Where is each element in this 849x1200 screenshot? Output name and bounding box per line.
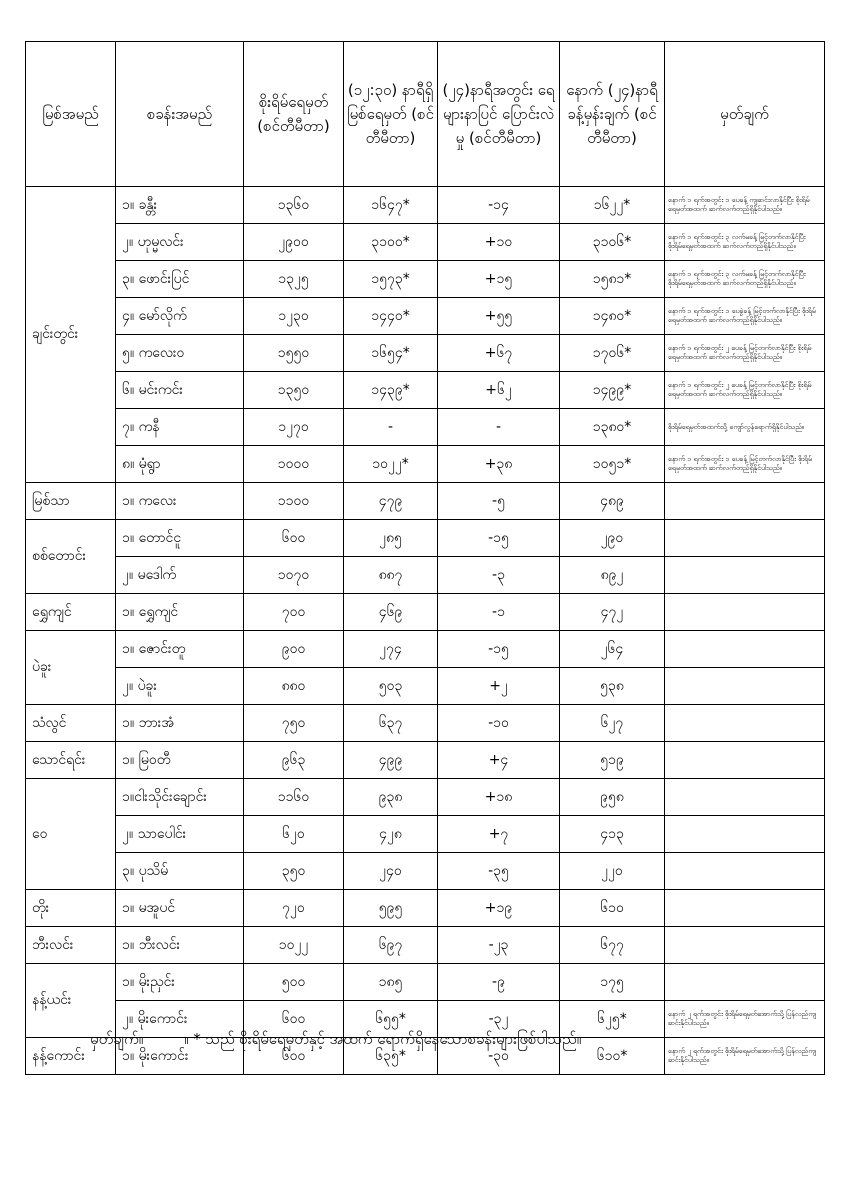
river-name: နန့်ယင်း [26, 964, 116, 1038]
change-cell: +၆၂ [438, 372, 560, 409]
remark-cell: နောက် ၁ ရက်အတွင်း ၁ ပေခွဲခန့် မြင့်တက်လာနိုင်ပြီး စိုးရိမ်ရေမှတ်အထက် ဆက်လက်တည်ရှိနိုင်ပါသည်။ [665, 298, 825, 335]
change-cell: +၇ [438, 816, 560, 853]
remark-cell [665, 890, 825, 927]
station-name: ၃။ ပုသိမ် [116, 853, 244, 890]
remark-cell: နောက် ၁ ရက်အတွင်း ၁ ပေခန့် မြင့်တက်လာနိုင်ပြီး စိုးရိမ်ရေမှတ်အထက် ဆက်လက်တည်ရှိနိုင်ပါသည်။ [665, 446, 825, 483]
change-cell: +၂ [438, 668, 560, 705]
danger-level-cell: ၁၁၆၀ [244, 779, 344, 816]
forecast-cell: ၈၉၂ [560, 557, 665, 594]
danger-level-cell: ၆၂၀ [244, 816, 344, 853]
change-cell: +၃၈ [438, 446, 560, 483]
current-level-cell: ၃၁၀၀* [344, 224, 438, 261]
current-level-cell: ၄၆၉ [344, 594, 438, 631]
table-row [26, 520, 825, 557]
forecast-cell: ၅၃၈ [560, 668, 665, 705]
station-name: ၁။ ဘားအံ [116, 705, 244, 742]
change-cell: -၁၅ [438, 631, 560, 668]
table-row [26, 594, 825, 631]
danger-level-cell: ၇၂၀ [244, 890, 344, 927]
change-cell: -၃၂ [438, 1001, 560, 1038]
current-level-cell: ၁၄၄၀* [344, 298, 438, 335]
table-row [26, 668, 825, 705]
danger-level-cell: ၅၀၀ [244, 964, 344, 1001]
station-name: ၁။ မိုးညှင်း [116, 964, 244, 1001]
danger-level-cell: ၁၂၇၀ [244, 409, 344, 446]
current-level-cell: ၂၇၄ [344, 631, 438, 668]
danger-level-cell: ၇၅၀ [244, 705, 344, 742]
danger-level-cell: ၆၀၀ [244, 520, 344, 557]
danger-level-cell: ၁၀၇၀ [244, 557, 344, 594]
river-name: စစ်တောင်း [26, 520, 116, 594]
change-cell: -၉ [438, 964, 560, 1001]
danger-level-cell: ၁၃၂၅ [244, 261, 344, 298]
river-name: ဘီးလင်း [26, 927, 116, 964]
change-cell: +၅၅ [438, 298, 560, 335]
danger-level-cell: ၃၅၀ [244, 853, 344, 890]
danger-level-cell: ၆၀၀ [244, 1038, 344, 1075]
remark-cell: နောက် ၁ ရက်အတွင်း ၂ ပေခန့် မြင့်တက်လာနိုင်ပြီး စိုးရိမ်ရေမှတ်အထက် ဆက်လက်တည်ရှိနိုင်ပါသည်။ [665, 335, 825, 372]
change-cell: -၁၅ [438, 520, 560, 557]
remark-cell [665, 964, 825, 1001]
forecast-cell: ၃၁၀၆* [560, 224, 665, 261]
table-row [26, 853, 825, 890]
station-name: ၂။ မဒေါက် [116, 557, 244, 594]
current-level-cell: ၆၉၇ [344, 927, 438, 964]
footnote-text: ။ * သည် စိုးရိမ်ရေမှတ်နှင့် အထက် ရောက်ရှိနေသောစခန်းများဖြစ်ပါသည်။ [183, 1030, 582, 1048]
station-name: ၅။ ကလေးဝ [116, 335, 244, 372]
remark-cell [665, 520, 825, 557]
danger-level-cell: ၁၃၆၀ [244, 187, 344, 224]
change-cell: +၁၅ [438, 261, 560, 298]
header-danger-level: စိုးရိမ်ရေမှတ် (စင်တီမီတာ) [244, 42, 344, 187]
current-level-cell: - [344, 409, 438, 446]
remark-cell [665, 594, 825, 631]
header-forecast: နောက် (၂၄)နာရီ ခန့်မှန်းချက် (စင်တီမီတာ) [560, 42, 665, 187]
table-row [26, 705, 825, 742]
current-level-cell: ၁၅၇၃* [344, 261, 438, 298]
river-level-table [25, 41, 825, 1075]
forecast-cell: ၆၇၇ [560, 927, 665, 964]
current-level-cell: ၆၃၇ [344, 705, 438, 742]
station-name: ၁။ ကလေး [116, 483, 244, 520]
river-name: နန့်ကောင်း [26, 1038, 116, 1075]
current-level-cell: ၁၄၃၉* [344, 372, 438, 409]
header-river: မြစ်အမည် [26, 42, 116, 187]
table-row [26, 298, 825, 335]
danger-level-cell: ၉၆၃ [244, 742, 344, 779]
header-row [26, 42, 825, 187]
current-level-cell: ၁၀၂၂* [344, 446, 438, 483]
forecast-cell: ၆၁၀* [560, 1038, 665, 1075]
change-cell: -၃၀ [438, 1038, 560, 1075]
remark-cell [665, 668, 825, 705]
table-row [26, 631, 825, 668]
change-cell: -၃၅ [438, 853, 560, 890]
forecast-cell: ၆၂၇ [560, 705, 665, 742]
remark-cell: နောက် ၁ ရက်အတွင်း ၃ လက်မခန့် မြင့်တက်လာနိုင်ပြီး စိုးရိမ်ရေမှတ်အထက် ဆက်လက်တည်ရှိနိုင်ပါသည်။ [665, 261, 825, 298]
table-row [26, 409, 825, 446]
river-name: ဝေ [26, 779, 116, 890]
station-name: ၁။ မအူပင် [116, 890, 244, 927]
danger-level-cell: ၁၀၀၀ [244, 446, 344, 483]
change-cell: +၁၀ [438, 224, 560, 261]
current-level-cell: ၁၆၅၄* [344, 335, 438, 372]
remark-cell: နောက် ၁ ရက်အတွင်း ၃ လက်မခန့် မြင့်တက်လာနိုင်ပြီး စိုးရိမ်ရေမှတ်အထက် ဆက်လက်တည်ရှိနိုင်ပါသည်။ [665, 224, 825, 261]
station-name: ၁။ ခန္တီး [116, 187, 244, 224]
current-level-cell: ၈၈၇ [344, 557, 438, 594]
station-name: ၇။ ကနီ [116, 409, 244, 446]
forecast-cell: ၁၇၅ [560, 964, 665, 1001]
remark-cell [665, 705, 825, 742]
change-cell: -၁၀ [438, 705, 560, 742]
station-name: ၁။ ဘီးလင်း [116, 927, 244, 964]
river-name: မြစ်သာ [26, 483, 116, 520]
danger-level-cell: ၁၅၅၀ [244, 335, 344, 372]
station-name: ၂။ မိုးကောင်း [116, 1001, 244, 1038]
header-24h-change: (၂၄)နာရီအတွင်း ရေများနာပြင် ပြောင်းလဲမှု (စင်တီမီတာ) [438, 42, 560, 187]
current-level-cell: ၆၅၅* [344, 1001, 438, 1038]
header-station: စခန်းအမည် [116, 42, 244, 187]
forecast-cell: ၂၆၄ [560, 631, 665, 668]
river-name: ရွှေကျင် [26, 594, 116, 631]
station-name: ၁။ ဇောင်းတူ [116, 631, 244, 668]
river-name: တိုး [26, 890, 116, 927]
forecast-cell: ၅၁၉ [560, 742, 665, 779]
change-cell: -၂၃ [438, 927, 560, 964]
danger-level-cell: ၂၉၀၀ [244, 224, 344, 261]
forecast-cell: ၂၉၀ [560, 520, 665, 557]
forecast-cell: ၄၇၂ [560, 594, 665, 631]
river-name: ပဲခူး [26, 631, 116, 705]
table-body [26, 187, 825, 1075]
remark-cell [665, 853, 825, 890]
station-name: ၆။ မင်းကင်း [116, 372, 244, 409]
remark-cell [665, 557, 825, 594]
forecast-cell: ၁၀၅၁* [560, 446, 665, 483]
table-row [26, 224, 825, 261]
forecast-cell: ၁၇၀၆* [560, 335, 665, 372]
header-current-level: (၁၂:၃၀) နာရီရှိ မြစ်ရေမှတ် (စင်တီမီတာ) [344, 42, 438, 187]
forecast-cell: ၁၅၈၁* [560, 261, 665, 298]
station-name: ၄။ မော်လိုက် [116, 298, 244, 335]
forecast-cell: ၄၁၃ [560, 816, 665, 853]
change-cell: -၁ [438, 594, 560, 631]
forecast-cell: ၁၄၉၉* [560, 372, 665, 409]
table-row [26, 557, 825, 594]
current-level-cell: ၉၃၈ [344, 779, 438, 816]
station-name: ၂။ သာပေါင်း [116, 816, 244, 853]
station-name: ၂။ ဟုမ္မလင်း [116, 224, 244, 261]
forecast-cell: ၄၈၉ [560, 483, 665, 520]
danger-level-cell: ၁၁၀၀ [244, 483, 344, 520]
danger-level-cell: ၁၃၅၀ [244, 372, 344, 409]
forecast-cell: ၆၁၀ [560, 890, 665, 927]
remark-cell: နောက် ၁ ရက်အတွင်း ၁ ပေခန့် ကျဆင်းလာနိုင်ပြီး စိုးရိမ်ရေမှတ်အထက် ဆက်လက်တည်ရှိနိုင်ပါသည်။ [665, 187, 825, 224]
table-row [26, 742, 825, 779]
station-name: ၁။ တောင်ငူ [116, 520, 244, 557]
current-level-cell: ၅၉၅ [344, 890, 438, 927]
table-row [26, 927, 825, 964]
change-cell: +၁၉ [438, 890, 560, 927]
change-cell: -၃ [438, 557, 560, 594]
danger-level-cell: ၆၀၀ [244, 1001, 344, 1038]
change-cell: +၆၇ [438, 335, 560, 372]
remark-cell [665, 631, 825, 668]
remark-cell: နောက် ၂ ရက်အတွင်း စိုးရိမ်ရေမှတ်အောက်သို့ ပြန်လည်ကျဆင်းနိုင်ပါသည်။ [665, 1038, 825, 1075]
table-row [26, 335, 825, 372]
remark-cell [665, 779, 825, 816]
table-row [26, 890, 825, 927]
remark-cell [665, 927, 825, 964]
table-row [26, 964, 825, 1001]
station-name: ၂။ ပဲခူး [116, 668, 244, 705]
remark-cell [665, 816, 825, 853]
table-row [26, 779, 825, 816]
remark-cell: နောက် ၁ ရက်အတွင်း ၂ ပေခန့် မြင့်တက်လာနိုင်ပြီး စိုးရိမ်ရေမှတ်အထက် ဆက်လက်တည်ရှိနိုင်ပါသည်။ [665, 372, 825, 409]
forecast-cell: ၁၃၈၀* [560, 409, 665, 446]
table-row [26, 372, 825, 409]
station-name: ၁။ငါးသိုင်းချောင်း [116, 779, 244, 816]
danger-level-cell: ၉၀၀ [244, 631, 344, 668]
forecast-cell: ၂၂၀ [560, 853, 665, 890]
station-name: ၃။ ဖောင်းပြင် [116, 261, 244, 298]
change-cell: +၁၈ [438, 779, 560, 816]
danger-level-cell: ၇၀၀ [244, 594, 344, 631]
current-level-cell: ၄၉၉ [344, 742, 438, 779]
table-row [26, 446, 825, 483]
table-row [26, 483, 825, 520]
footnote [90, 1030, 581, 1052]
change-cell: -၁၄ [438, 187, 560, 224]
station-name: ၁။ မိုးကောင်း [116, 1038, 244, 1075]
river-name: ချင်းတွင်း [26, 187, 116, 483]
remark-cell: စိုးရိမ်ရေမှတ်အထက်သို့ ကျော်လွန်ရောက်ရှိနိုင်ပါသည်။ [665, 409, 825, 446]
river-name: သံလွင် [26, 705, 116, 742]
station-name: ၈။ မုံရွာ [116, 446, 244, 483]
forecast-cell: ၁၄၈၀* [560, 298, 665, 335]
danger-level-cell: ၈၈၀ [244, 668, 344, 705]
station-name: ၁။ ရွှေကျင် [116, 594, 244, 631]
current-level-cell: ၂၄၀ [344, 853, 438, 890]
current-level-cell: ၄၇၉ [344, 483, 438, 520]
header-remarks: မှတ်ချက် [665, 42, 825, 187]
change-cell: +၄ [438, 742, 560, 779]
danger-level-cell: ၁၀၂၂ [244, 927, 344, 964]
footnote-label: မှတ်ချက်။ [90, 1030, 144, 1048]
station-name: ၁။ မြဝတီ [116, 742, 244, 779]
current-level-cell: ၂၈၅ [344, 520, 438, 557]
river-name: သောင်ရင်း [26, 742, 116, 779]
current-level-cell: ၁၆၄၇* [344, 187, 438, 224]
danger-level-cell: ၁၂၃၀ [244, 298, 344, 335]
table-row [26, 187, 825, 224]
current-level-cell: ၁၈၅ [344, 964, 438, 1001]
current-level-cell: ၄၂၈ [344, 816, 438, 853]
current-level-cell: ၅၀၃ [344, 668, 438, 705]
change-cell: -၅ [438, 483, 560, 520]
forecast-cell: ၁၆၂၂* [560, 187, 665, 224]
forecast-cell: ၆၂၅* [560, 1001, 665, 1038]
change-cell: - [438, 409, 560, 446]
remark-cell [665, 742, 825, 779]
remark-cell: နောက် ၂ ရက်အတွင်း စိုးရိမ်ရေမှတ်အောက်သို့ ပြန်လည်ကျဆင်းနိုင်ပါသည်။ [665, 1001, 825, 1038]
remark-cell [665, 483, 825, 520]
table-row [26, 261, 825, 298]
current-level-cell: ၆၃၅* [344, 1038, 438, 1075]
table-row [26, 816, 825, 853]
forecast-cell: ၉၅၈ [560, 779, 665, 816]
